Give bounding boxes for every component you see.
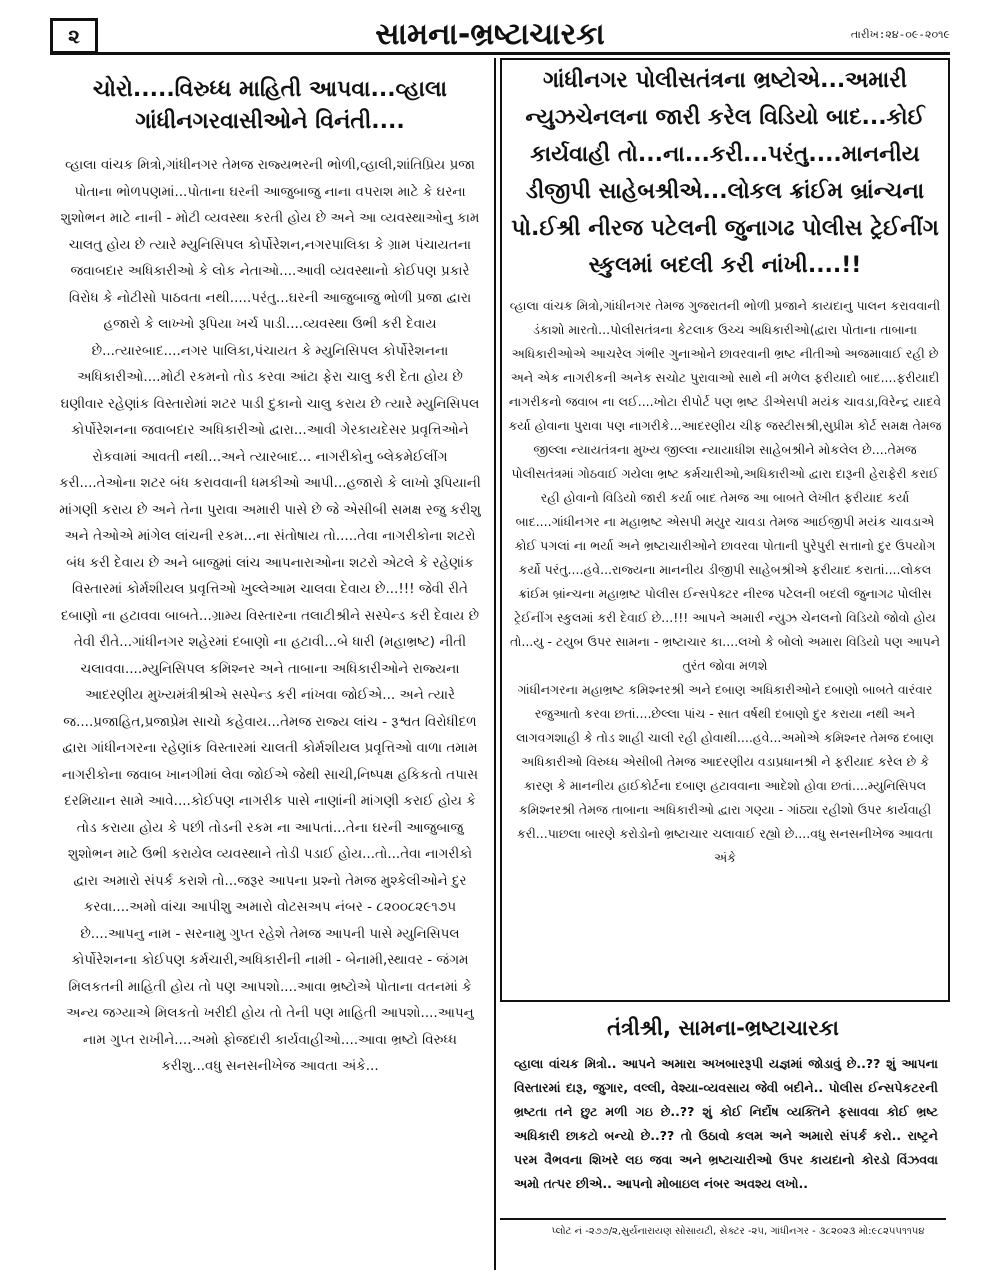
page-number: ૨ — [50, 18, 98, 54]
right-article-paragraph-1: વ્હાલા વાંચક મિત્રો,ગાંધીનગર તેમજ ગુજરાતની ભોળી પ્રજાને કાયદાનુ પાલન કરાવવાની ડંકાશો મારતો...પોલીસતંત્રના કેટલાક ઉચ્ચ અધિકારીઓ(દ્વારા પોતાના તાબાના અધિકારીઓએ આચરેલ ગંભીર ગુનાઓને છાવરવાની ભ્રષ્ટ નીતીઓ અજમાવાઈ રહી છે અને એક નાગરીકની અનેક સચોટ પુરાવાઓ સાથે ની મળેલ ફરીયાદો બાદ....ફરીયાદી નાગરીકનો જવાબ ના લઈ....ખોટા રીપોર્ટ પણ ભ્રષ્ટ ડીએસપી મયંક ચાવડા,વિરેન્દ્ર યાદવે કર્યા હોવાના પુરાવા પણ નાગરીકે...આદરણીય ચીફ જસ્ટીસશ્રી,સુપ્રીમ કોર્ટ સમક્ષ તેમજ જીલ્લા ન્યાયતંત્રના મુખ્ય જીલ્લા ન્યાયાધીશ સાહેબશ્રીને મોકલેલ છે....તેમજ પોલીસતંત્રમાં ગોઠવાઈ ગયેલા ભ્રષ્ટ કર્મચારીઓ,અધિકારીઓ દ્વારા દારૂની હેરાફેરી કરાઈ રહી હોવાનો વિડિયો જારી કર્યા બાદ તેમજ આ બાબતે લેખીત ફરીયાદ કર્યા બાદ....ગાંધીનગર ના મહાભ્રષ્ટ એસપી મયુર ચાવડા તેમજ આઈજીપી મયંક ચાવડાએ કોઈ પગલાં ના ભર્યા અને ભ્રષ્ટાચારીઓને છાવરવા પોતાની પુરેપુરી સત્તાનો દુર ઉપયોગ કર્યો પરંતુ....હવે...રાજ્યના માનનીય ડીજીપી સાહેબશ્રીએ ફરીયાદ કરાતાં....લોકલ ક્રાંઈમ બ્રાંન્ચના મહાભ્રષ્ટ પોલીસ ઈન્સપેક્ટર નીરજ પટેલની બદલી જુનાગઢ પોલીસ ટ્રેઈનીંગ સ્કુલમાં કરી દેવાઈ છે...!!! આપને અમારી ન્યુઝ ચેનલનો વિડિયો જોવો હોય તો...યુ - ટયુબ ઉપર સામના - ભ્રષ્ટાચાર કા....લખો કે બોલો અમારા વિડિયો પણ આપને તુરંત જોવા મળશે — [508, 298, 942, 673]
left-article — [52, 64, 488, 1268]
footer-address: પ્લોટ નં -૨૭૭/૨,સુર્યનારાયણ સોસાયટી, સેક્ટર -૨૫, ગાંધીનગર - ૩૮૨૦૨૩ મો:૯૮૨૫૫૧૧૫૪ — [551, 1226, 925, 1237]
newspaper-title: સામના-ભ્રષ્ટાચારકા — [375, 17, 605, 52]
right-article-headline: ગાંધીનગર પોલીસતંત્રના ભ્રષ્ટોએ...અમારી ન્યુઝચેનલના જારી કરેલ વિડિયો બાદ...કોઈ કાર્યવાહી તો...ના...કરી...પરંતુ....માનનીય ડીજીપી સાહેબશ્રીએ...લોકલ ક્રાંઈમ બ્રાંન્ચના પો.ઈશ્રી નીરજ પટેલની જુનાગઢ પોલીસ ટ્રેઈનીંગ સ્કુલમાં બદલી કરી નાંખી....!! — [511, 68, 939, 278]
left-article-body: વ્હાલા વાંચક મિત્રો,ગાંધીનગર તેમજ રાજ્યભરની ભોળી,વ્હાલી,શાંતિપ્રિય પ્રજા પોતાના ભોળપણમાં...પોતાના ઘરની આજુબાજુ નાના વપરાશ માટે કે ઘરના શુશોભન માટે નાની - મોટી વ્યવસ્થા કરતી હોય છે અને આ વ્યવસ્થાઓનુ કામ ચાલતુ હોય છે ત્યારે મ્યુનિસિપલ કોર્પોરેશન,નગરપાલિકા કે ગ્રામ પંચાયતના જવાબદાર અધિકારીઓ કે લોક નેતાઓ....આવી વ્યવસ્થાનો કોઈપણ પ્રકારે વિરોધ કે નોટીસો પાઠવતા નથી.....પરંતુ...ઘરની આજુબાજુ ભોળી પ્રજા દ્વારા હજારો કે લાખ્ખો રૂપિયા ખર્ચ પાડી....વ્યવસ્થા ઉભી કરી દેવાય છે...ત્યારબાદ....નગર પાલિકા,પંચાયત કે મ્યુનિસિપલ કોર્પોરેશનના અધિકારીઓ....મોટી રકમનો તોડ કરવા આંટા ફેરા ચાલુ કરી દેતા હોય છે ઘણીવાર રહેણાંક વિસ્તારોમાં શટર પાડી દુકાનો ચાલુ કરાય છે ત્યારે મ્યુનિસિપલ કોર્પોરેશનના જવાબદાર અધિકારીઓ દ્વારા...આવી ગેરકાયદેસર પ્રવૃત્તિઓને રોકવામાં આવતી નથી...અને ત્યારબાદ... નાગરીકોનુ બ્લેકમેઈલીંગ કરી....તેઓના શટર બંધ કરાવવાની ધમકીઓ આપી...હજારો કે લાખો રૂપિયાની માંગણી કરાય છે અને તેના પુરાવા અમારી પાસે છે જે એસીબી સમક્ષ રજુ કરીશુ અને તેઓએ માંગેલ લાંચની રકમ...ના સંતોષાય તો.....તેવા નાગરીકોના શટરો બંધ કરી દેવાય છે અને બાજુમાં લાંચ આપનારાઓના શટરો એટલે કે રહેણાંક વિસ્તારમાં કોર્મશીયલ પ્રવૃત્તિઓ ખુલ્લેઆમ ચાલવા દેવાય છે...!!! જેવી રીતે દબાણો ના હટાવવા બાબતે...ગ્રામ્ય વિસ્તારના તલાટીશ્રીને સસ્પેન્ડ કરી દેવાય છે તેવી રીતે...ગાંધીનગર શહેરમાં દબાણો ના હટાવી...બે ધારી (મહાભ્રષ્ટ) નીતી ચલાવવા....મ્યુનિસિપલ કમિશ્નર અને તાબાના અધિકારીઓને રાજ્યના આદરણીય મુખ્યમંત્રીશ્રીએ સસ્પેન્ડ કરી નાંખવા જોઈએ... અને ત્યારે જ....પ્રજાહિત,પ્રજાપ્રેમ સાચો કહેવાય...તેમજ રાજ્ય લાંચ - રૂશ્વત વિરોધીદળ દ્વારા ગાંધીનગરના રહેણાંક વિસ્તારમાં ચાલતી કોર્મશીયલ પ્રવૃત્તિઓ વાળા તમામ નાગરીકોના જવાબ ખાનગીમાં લેવા જોઈએ જેથી સાચી,નિષ્પક્ષ હકિકતો તપાસ દરમિયાન સામે આવે....કોઈપણ નાગરીક પાસે નાણાંની માંગણી કરાઈ હોય કે તોડ કરાયા હોય કે પછી તોડની રકમ ના આપતાં...તેના ઘરની આજુબાજુ શુશોભન માટે ઉભી કરાયેલ વ્યવસ્થાને તોડી પડાઈ હોય...તો...તેવા નાગરીકો દ્વારા અમારો સંપર્ક કરાશે તો...જરૂર આપના પ્રશ્નો તેમજ મુશ્કેલીઓને દુર કરવા....અમો વાંચા આપીશુ અમારો વોટસઅપ નંબર - ૮૨૦૦૮૨૯૧૭૫ છે....આપનુ નામ - સરનામુ ગુપ્ત રહેશે તેમજ આપની પાસે મ્યુનિસિપલ કોર્પોરેશનના કોઈપણ કર્મચારી,અધિકારીની નામી - બેનામી,સ્થાવર - જંગમ મિલકતની માહિતી હોય તો પણ આપશો....આવા ભ્રષ્ટોએ પોતાના વતનમાં કે અન્ય જગ્યાએ મિલકતો ખરીદી હોય તો તેની પણ માહિતી આપશો....આપનુ નામ ગુપ્ત રાખીને....અમો ફોજદારી કાર્યવાહીઓ....આવા ભ્રષ્ટો વિરુધ્ધ કરીશુ...વધુ સનસનીખેજ આવતા અંકે... — [59, 157, 481, 1074]
issue-date: તારીખ:૨૪-૦૯-૨૦૧૯ — [850, 28, 950, 41]
column-divider — [494, 58, 496, 1270]
right-article — [500, 58, 950, 1002]
editor-box-title: તંત્રીશ્રી, સામના-ભ્રષ્ટાચારકા — [607, 1016, 839, 1040]
editor-box-body: વ્હાલા વાંચક મિત્રો.. આપને અમારા અખબારરૂપી યજ્ઞમાં જોડાવું છે..?? શું આપના વિસ્તારમાં દારૂ, જુગાર, વલ્લી, વેશ્યા-વ્યવસાય જેવી બદીને.. પોલીસ ઈન્સપેકટરની ભ્રષ્ટતા તને છુટ મળી ગઇ છે..?? શું કોઈ નિર્દોષ વ્યક્તિને ફસાવવા કોઈ ભ્રષ્ટ અધિકારી છાકટો બન્યો છે..?? તો ઉઠાવો કલમ અને અમારો સંપર્ક કરો.. રાષ્ટ્રને પરમ વૈભવના શિખરે લઇ જવા અને ભ્રષ્ટાચારીઓ ઉપર કાયદાનો કોરડો વિંઝવવા અમો તત્પર છીએ.. આપનો મોબાઇલ નંબર અવશ્ય લખો.. — [514, 1056, 938, 1191]
right-article-paragraph-2: ગાંધીનગરના મહાભ્રષ્ટ કમિશ્નરશ્રી અને દબાણ અધિકારીઓને દબાણો બાબતે વારંવાર રજુઆતો કરવા છતાં....છેલ્લા પાંચ - સાત વર્ષથી દબાણો દુર કરાયા નથી અને લાગવગશાહી કે તોડ શાહી ચાલી રહી હોવાથી....હવે...અમોએ કમિશ્નર તેમજ દબાણ અધિકારીઓ વિરુધ્ધ એસીબી તેમજ આદરણીય વડાપ્રધાનશ્રી ને ફરીયાદ કરેલ છે કે કારણ કે માનનીય હાઈકોર્ટના દબાણ હટાવવાના આદેશો હોવા છતાં....મ્યુનિસિપલ કમિશ્નરશ્રી તેમજ તાબાના અધિકારીઓ દ્વારા ગણ્યા - ગાંઠ્યા રહીશો ઉપર કાર્યવાહી કરી...પાછલા બારણે કરોડોનો ભ્રષ્ટાચાર ચલાવાઈ રહ્યો છે....વધુ સનસનીખેજ આવતા અંકે — [516, 682, 934, 865]
masthead-rule — [50, 52, 950, 55]
right-article-body — [508, 294, 942, 870]
left-article-headline: ચોરો.....વિરુધ્ધ માહિતી આપવા...વ્હાલા ગાંધીનગરવાસીઓને વિનંતી.... — [92, 77, 448, 134]
footer — [500, 1218, 946, 1266]
